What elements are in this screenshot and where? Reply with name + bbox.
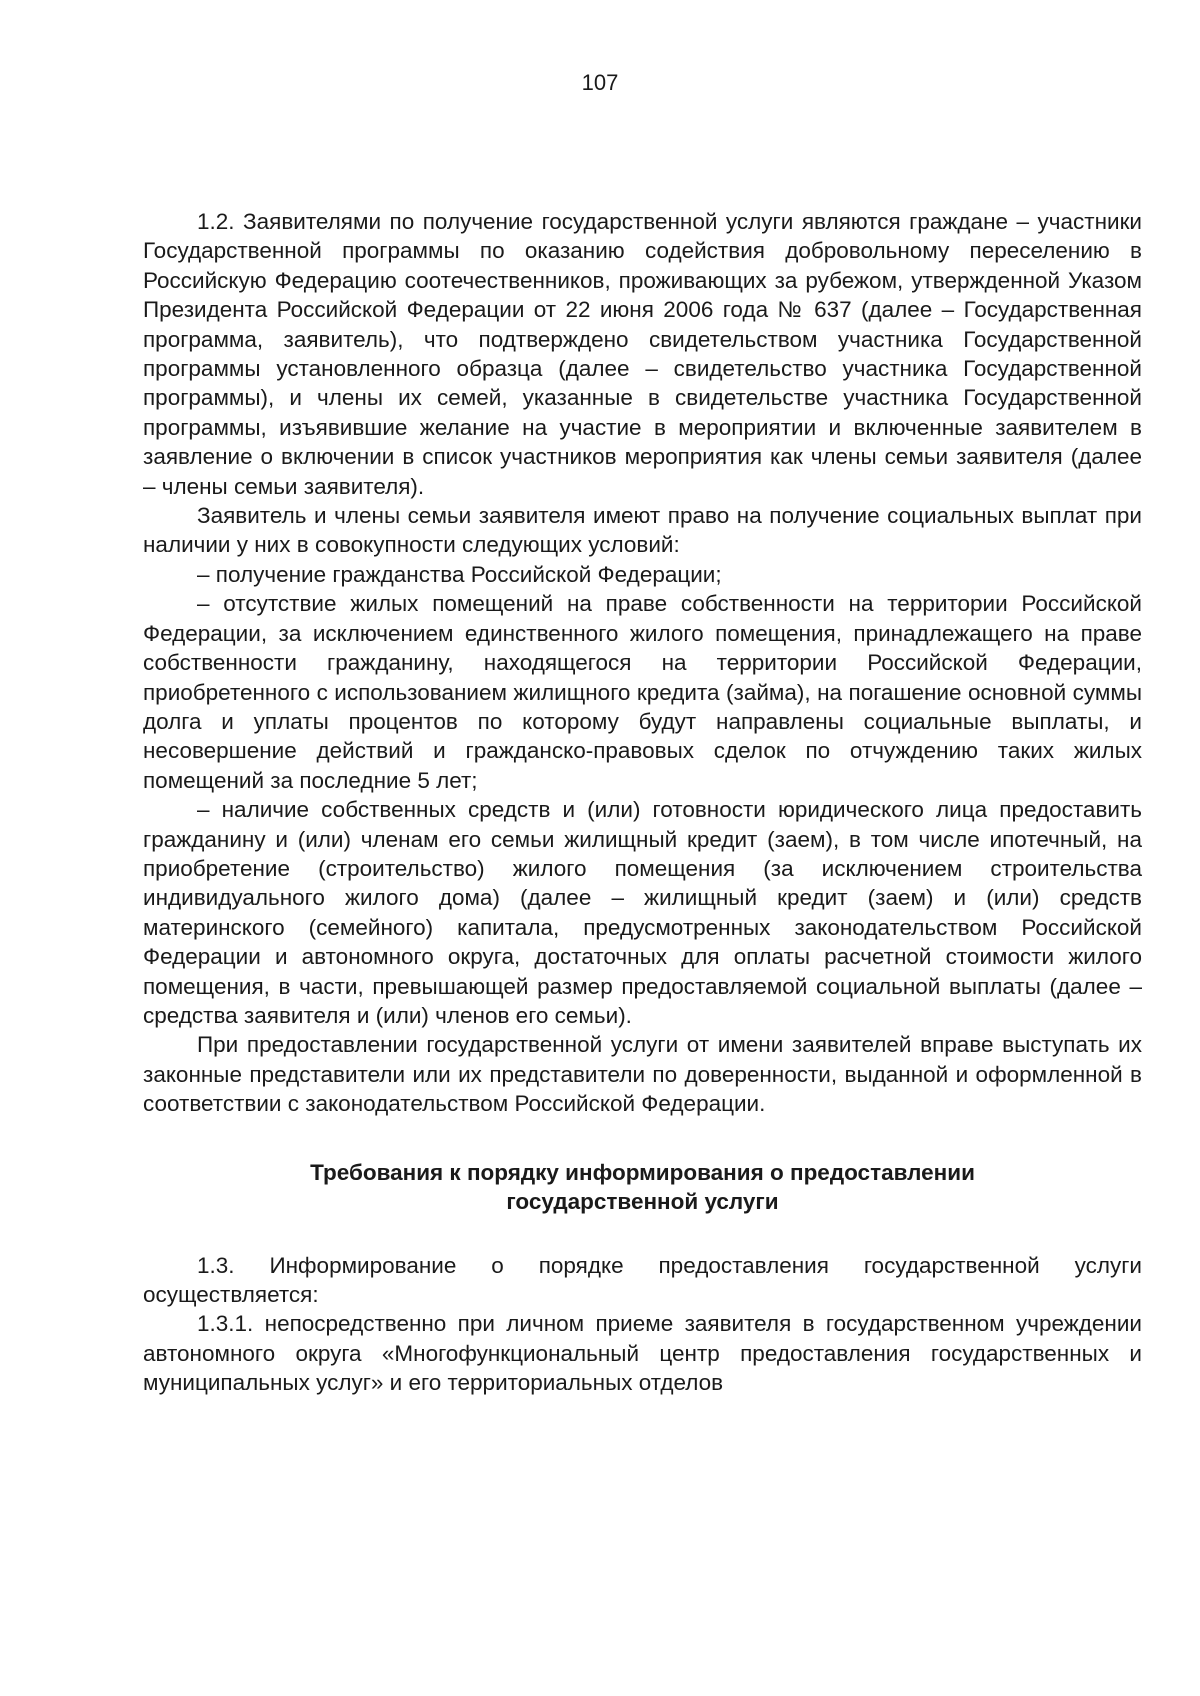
- paragraph-1-2: 1.2. Заявителями по получение государственной услуги являются граждане – участники Государственной программы по оказанию содействия добровольному переселению в Российскую Федерацию соотечественников, проживающих за рубежом, утвержденной Указом Президента Российской Федерации от 22 июня 2006 года № 637 (далее – Государственная программа, заявитель), что подтверждено свидетельством участника Государственной программы установленного образца (далее – свидетельство участника Государственной программы), и члены их семей, указанные в свидетельстве участника Государственной программы, изъявившие желание на участие в мероприятии и включенные заявителем в заявление о включении в список участников мероприятия как члены семьи заявителя (далее – члены семьи заявителя).: [143, 209, 1142, 499]
- paragraph-1-3: 1.3. Информирование о порядке предоставления государственной услуги осуществляется:: [143, 1252, 1142, 1307]
- section-heading-line-2: государственной услуги: [506, 1188, 779, 1214]
- paragraph-representatives: При предоставлении государственной услуги от имени заявителей вправе выступать их законные представители или их представители по доверенности, выданной и оформленной в соответствии с законодательством Российской Федерации.: [143, 1032, 1142, 1117]
- paragraph-condition-citizenship: – получение гражданства Российской Федерации;: [197, 561, 722, 587]
- paragraph-condition-own-funds: – наличие собственных средств и (или) готовности юридического лица предоставить гражданину и (или) членам его семьи жилищный кредит (заем), в том числе ипотечный, на приобретение (строительство) жилого помещения (за исключением строительства индивидуального жилого дома) (далее – жилищный кредит (заем) и (или) средств материнского (семейного) капитала, предусмотренных законодательством Российской Федерации и автономного округа, достаточных для оплаты расчетной стоимости жилого помещения, в части, превышающей размер предоставляемой социальной выплаты (далее – средства заявителя и (или) членов его семьи).: [143, 797, 1142, 1028]
- paragraph-conditions-intro: Заявитель и члены семьи заявителя имеют право на получение социальных выплат при наличии у них в совокупности следующих условий:: [143, 503, 1142, 558]
- paragraph-condition-no-housing: – отсутствие жилых помещений на праве собственности на территории Российской Федерации, за исключением единственного жилого помещения, принадлежащего на праве собственности гражданину, находящегося на территории Российской Федерации, приобретенного с использованием жилищного кредита (займа), на погашение основной суммы долга и уплаты процентов по которому будут направлены социальные выплаты, и несовершение действий и гражданско-правовых сделок по отчуждению таких жилых помещений за последние 5 лет;: [143, 591, 1142, 793]
- section-heading-line-1: Требования к порядку информирования о предоставлении: [310, 1159, 975, 1185]
- paragraph-1-3-1: 1.3.1. непосредственно при личном приеме заявителя в государственном учреждении автономного округа «Многофункциональный центр предоставления государственных и муниципальных услуг» и его территориальных отделов: [143, 1311, 1142, 1396]
- document-body: [143, 207, 1142, 1398]
- page-number: 107: [581, 70, 619, 95]
- section-heading: [143, 1158, 1142, 1216]
